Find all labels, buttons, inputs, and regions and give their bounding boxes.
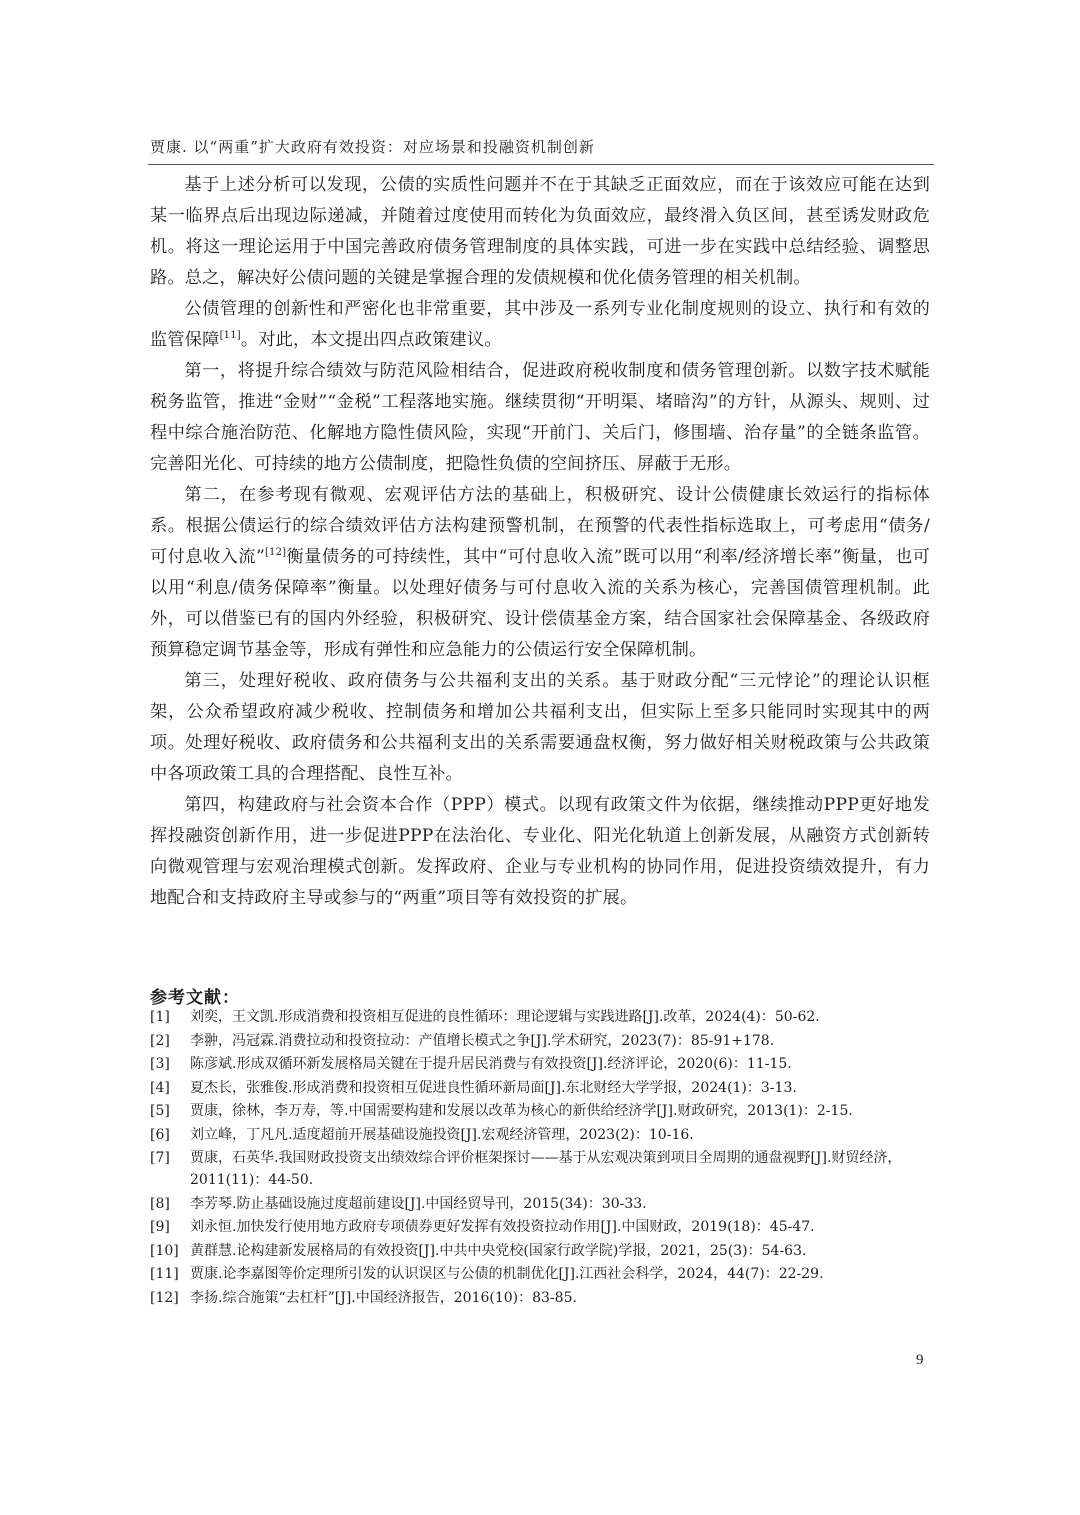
reference-text: 刘奕，王文凯.形成消费和投资相互促进的良性循环：理论逻辑与实践进路[J].改革，2024(4)：50-62.: [190, 1009, 820, 1025]
reference-number: [4]: [150, 1079, 170, 1096]
running-header: 贾康. 以“两重”扩大政府有效投资：对应场景和投融资机制创新: [150, 138, 595, 156]
reference-item: [150, 1193, 935, 1215]
paragraph-text: 。对此，本文提出四点政策建议。: [240, 330, 502, 350]
reference-text: 贾康.论李嘉图等价定理所引发的认识误区与公债的机制优化[J].江西社会科学，2024，44(7)：22-29.: [190, 1266, 824, 1282]
reference-item: [150, 1147, 935, 1191]
header-rule: [148, 164, 934, 165]
reference-item: [150, 1124, 935, 1146]
reference-item: [150, 1216, 935, 1238]
paragraph-text: 第二，在参考现有微观、宏观评估方法的基础上，积极研究、设计公债健康长效运行的指标体系。根据公债运行的综合绩效评估方法构建预警机制，在预警的代表性指标选取上，可考虑用“债务/可付息收入流”: [150, 485, 930, 567]
body-paragraph: [150, 356, 930, 480]
reference-item: [150, 1100, 935, 1122]
body-paragraph: [150, 790, 930, 914]
reference-item: [150, 1053, 935, 1075]
reference-item: [150, 1287, 935, 1309]
reference-item: [150, 1077, 935, 1099]
paragraph-text: 公债管理的创新性和严密化也非常重要，其中涉及一系列专业化制度规则的设立、执行和有效的监管保障: [150, 299, 930, 350]
reference-number: [9]: [150, 1219, 170, 1235]
article-body: [150, 170, 930, 914]
paragraph-text: 第一，将提升综合绩效与防范风险相结合，促进政府税收制度和债务管理创新。以数字技术赋能税务监管，推进“金财”“金税”工程落地实施。继续贯彻“开明渠、堵暗沟”的方针，从源头、规则、过程中综合施治防范、化解地方隐性债风险，实现“开前门、关后门，修围墙、治存量”的全链条监管。完善阳光化、可持续的地方公债制度，把隐性负债的空间挤压、屏蔽于无形。: [150, 361, 930, 474]
reference-number: [6]: [150, 1126, 170, 1143]
reference-text: 李翀，冯冠霖.消费拉动和投资拉动：产值增长模式之争[J].学术研究，2023(7)：85-91+178.: [190, 1032, 775, 1049]
reference-number: [5]: [150, 1103, 170, 1119]
body-paragraph: [150, 480, 930, 666]
reference-text: 夏杰长，张雅俊.形成消费和投资相互促进良性循环新局面[J].东北财经大学学报，2024(1)：3-13.: [190, 1079, 797, 1096]
body-paragraph: [150, 666, 930, 790]
reference-number: [7]: [150, 1150, 170, 1166]
reference-text: 李扬.综合施策“去杠杆”[J].中国经济报告，2016(10)：83-85.: [190, 1289, 577, 1306]
page-number: 9: [916, 1352, 924, 1368]
reference-number: [11]: [150, 1266, 179, 1282]
citation-marker[interactable]: [11]: [219, 330, 241, 341]
paragraph-text: 第三，处理好税收、政府债务与公共福利支出的关系。基于财政分配“三元悖论”的理论认识框架，公众希望政府减少税收、控制债务和增加公共福利支出，但实际上至多只能同时实现其中的两项。处理好税收、政府债务和公共福利支出的关系需要通盘权衡，努力做好相关财税政策与公共政策中各项政策工具的合理搭配、良性互补。: [150, 671, 930, 784]
reference-text: 贾康，徐林，李万寿，等.中国需要构建和发展以改革为核心的新供给经济学[J].财政研究，2013(1)：2-15.: [190, 1103, 853, 1119]
reference-item: [150, 1240, 935, 1262]
reference-number: [12]: [150, 1289, 179, 1306]
reference-number: [2]: [150, 1032, 170, 1049]
reference-number: [10]: [150, 1242, 179, 1259]
reference-text: 黄群慧.论构建新发展格局的有效投资[J].中共中央党校(国家行政学院)学报，2021，25(3)：54-63.: [190, 1242, 807, 1259]
citation-marker[interactable]: [12]: [264, 547, 287, 558]
reference-number: [8]: [150, 1195, 170, 1212]
paragraph-text: 基于上述分析可以发现，公债的实质性问题并不在于其缺乏正面效应，而在于该效应可能在达到某一临界点后出现边际递减，并随着过度使用而转化为负面效应，最终滑入负区间，甚至诱发财政危机。将这一理论运用于中国完善政府债务管理制度的具体实践，可进一步在实践中总结经验、调整思路。总之，解决好公债问题的关键是掌握合理的发债规模和优化债务管理的相关机制。: [150, 175, 930, 288]
reference-number: [3]: [150, 1056, 170, 1072]
reference-text: 刘永恒.加快发行使用地方政府专项债券更好发挥有效投资拉动作用[J].中国财政，2019(18)：45-47.: [190, 1219, 815, 1235]
body-paragraph: [150, 170, 930, 294]
references-list: [150, 1006, 935, 1310]
reference-item: [150, 1006, 935, 1028]
reference-text: 贾康，石英华.我国财政投资支出绩效综合评价框架探讨——基于从宏观决策到项目全周期的通盘视野[J].财贸经济，2011(11)：44-50.: [190, 1150, 902, 1188]
reference-number: [1]: [150, 1009, 170, 1025]
reference-item: [150, 1263, 935, 1285]
body-paragraph: [150, 294, 930, 356]
reference-text: 刘立峰，丁凡凡.适度超前开展基础设施投资[J].宏观经济管理，2023(2)：10-16.: [190, 1126, 694, 1143]
paragraph-text: 第四，构建政府与社会资本合作（PPP）模式。以现有政策文件为依据，继续推动PPP更好地发挥投融资创新作用，进一步促进PPP在法治化、专业化、阳光化轨道上创新发展，从融资方式创新转向微观管理与宏观治理模式创新。发挥政府、企业与专业机构的协同作用，促进投资绩效提升，有力地配合和支持政府主导或参与的“两重”项目等有效投资的扩展。: [150, 795, 930, 908]
reference-text: 李芳琴.防止基础设施过度超前建设[J].中国经贸导刊，2015(34)：30-33.: [190, 1195, 647, 1212]
paragraph-text: 衡量债务的可持续性，其中“可付息收入流”既可以用“利率/经济增长率”衡量，也可以用“利息/债务保障率”衡量。以处理好债务与可付息收入流的关系为核心，完善国债管理机制。此外，可以借鉴已有的国内外经验，积极研究、设计偿债基金方案，结合国家社会保障基金、各级政府预算稳定调节基金等，形成有弹性和应急能力的公债运行安全保障机制。: [150, 547, 931, 660]
reference-text: 陈彦斌.形成双循环新发展格局关键在于提升居民消费与有效投资[J].经济评论，2020(6)：11-15.: [190, 1056, 792, 1072]
reference-item: [150, 1030, 935, 1052]
references-title: 参考文献：: [150, 988, 240, 1008]
